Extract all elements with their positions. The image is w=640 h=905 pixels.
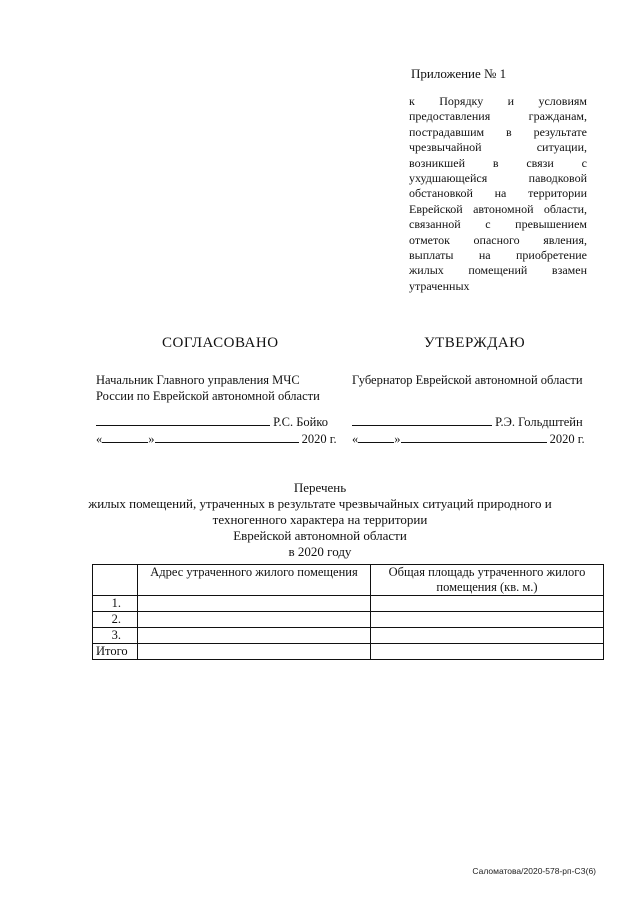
table-header-num xyxy=(93,565,138,596)
row-number: 1. xyxy=(93,596,138,612)
row-number: 3. xyxy=(93,628,138,644)
row-area xyxy=(371,596,604,612)
quote-close: » xyxy=(394,432,401,446)
document-title xyxy=(88,480,552,560)
month-blank xyxy=(155,431,299,443)
signature-blank xyxy=(96,414,270,426)
document-code: Саломатова/2020-578-рп-СЗ(6) xyxy=(472,866,596,876)
agreed-position-line: России по Еврейской автономной области xyxy=(96,389,320,403)
row-address xyxy=(138,596,371,612)
table-row-total xyxy=(93,644,604,660)
appendix-reference xyxy=(409,94,587,294)
title-line: в 2020 году xyxy=(288,544,352,559)
agreed-position xyxy=(96,372,320,404)
title-line: техногенного характера на территории xyxy=(212,512,428,527)
agreed-date-line xyxy=(96,431,337,447)
approved-signature-line xyxy=(352,414,583,430)
approved-position: Губернатор Еврейской автономной области xyxy=(352,373,583,387)
quote-close: » xyxy=(148,432,155,446)
appendix-line: предоставления гражданам, xyxy=(409,109,587,124)
appendix-line: возникшей в связи с xyxy=(409,155,587,170)
signature-blank xyxy=(352,414,492,426)
agreed-signer: Р.С. Бойко xyxy=(273,415,329,429)
appendix-line: выплаты на приобретение xyxy=(409,248,587,263)
appendix-line: отметок опасного явления, xyxy=(409,232,587,247)
appendix-line: чрезвычайной ситуации, xyxy=(409,140,587,155)
title-line: жилых помещений, утраченных в результате чрезвычайных ситуаций природного и xyxy=(88,496,552,511)
appendix-line: связанной с превышением xyxy=(409,217,587,232)
approved-heading: УТВЕРЖДАЮ xyxy=(424,335,526,351)
row-total-label: Итого xyxy=(93,644,138,660)
table-header-address: Адрес утраченного жилого помещения xyxy=(138,565,371,596)
row-area xyxy=(371,644,604,660)
approved-signer: Р.Э. Гольдштейн xyxy=(495,415,583,429)
table-row xyxy=(93,628,604,644)
table-header-area: Общая площадь утраченного жилого помещения (кв. м.) xyxy=(371,565,604,596)
row-address xyxy=(138,612,371,628)
quote-open: « xyxy=(96,432,103,446)
appendix-line: Еврейской автономной области, xyxy=(409,201,587,216)
table-row xyxy=(93,612,604,628)
day-blank xyxy=(102,431,148,443)
table-header-row xyxy=(93,565,604,596)
quote-open: « xyxy=(352,432,359,446)
row-area xyxy=(371,628,604,644)
appendix-line: ухудшающейся паводковой xyxy=(409,171,587,186)
housing-list-table xyxy=(92,564,604,660)
month-blank xyxy=(401,431,547,443)
appendix-title: Приложение № 1 xyxy=(411,66,507,81)
appendix-line: к Порядку и условиям xyxy=(409,94,587,108)
approved-year: 2020 г. xyxy=(549,432,585,446)
appendix-line: жилых помещений взамен xyxy=(409,263,587,278)
agreed-year: 2020 г. xyxy=(301,432,337,446)
row-address xyxy=(138,628,371,644)
table-row xyxy=(93,596,604,612)
row-area xyxy=(371,612,604,628)
agreed-position-line: Начальник Главного управления МЧС xyxy=(96,373,300,387)
title-line: Еврейской автономной области xyxy=(233,528,407,543)
row-number: 2. xyxy=(93,612,138,628)
appendix-line: утраченных xyxy=(409,278,470,293)
day-blank xyxy=(358,431,394,443)
approved-date-line xyxy=(352,431,585,447)
appendix-line: обстановкой на территории xyxy=(409,186,587,201)
row-address xyxy=(138,644,371,660)
agreed-signature-line xyxy=(96,414,328,430)
agreed-heading: СОГЛАСОВАНО xyxy=(162,335,279,351)
title-line: Перечень xyxy=(293,480,347,495)
appendix-line: пострадавшим в результате xyxy=(409,124,587,139)
